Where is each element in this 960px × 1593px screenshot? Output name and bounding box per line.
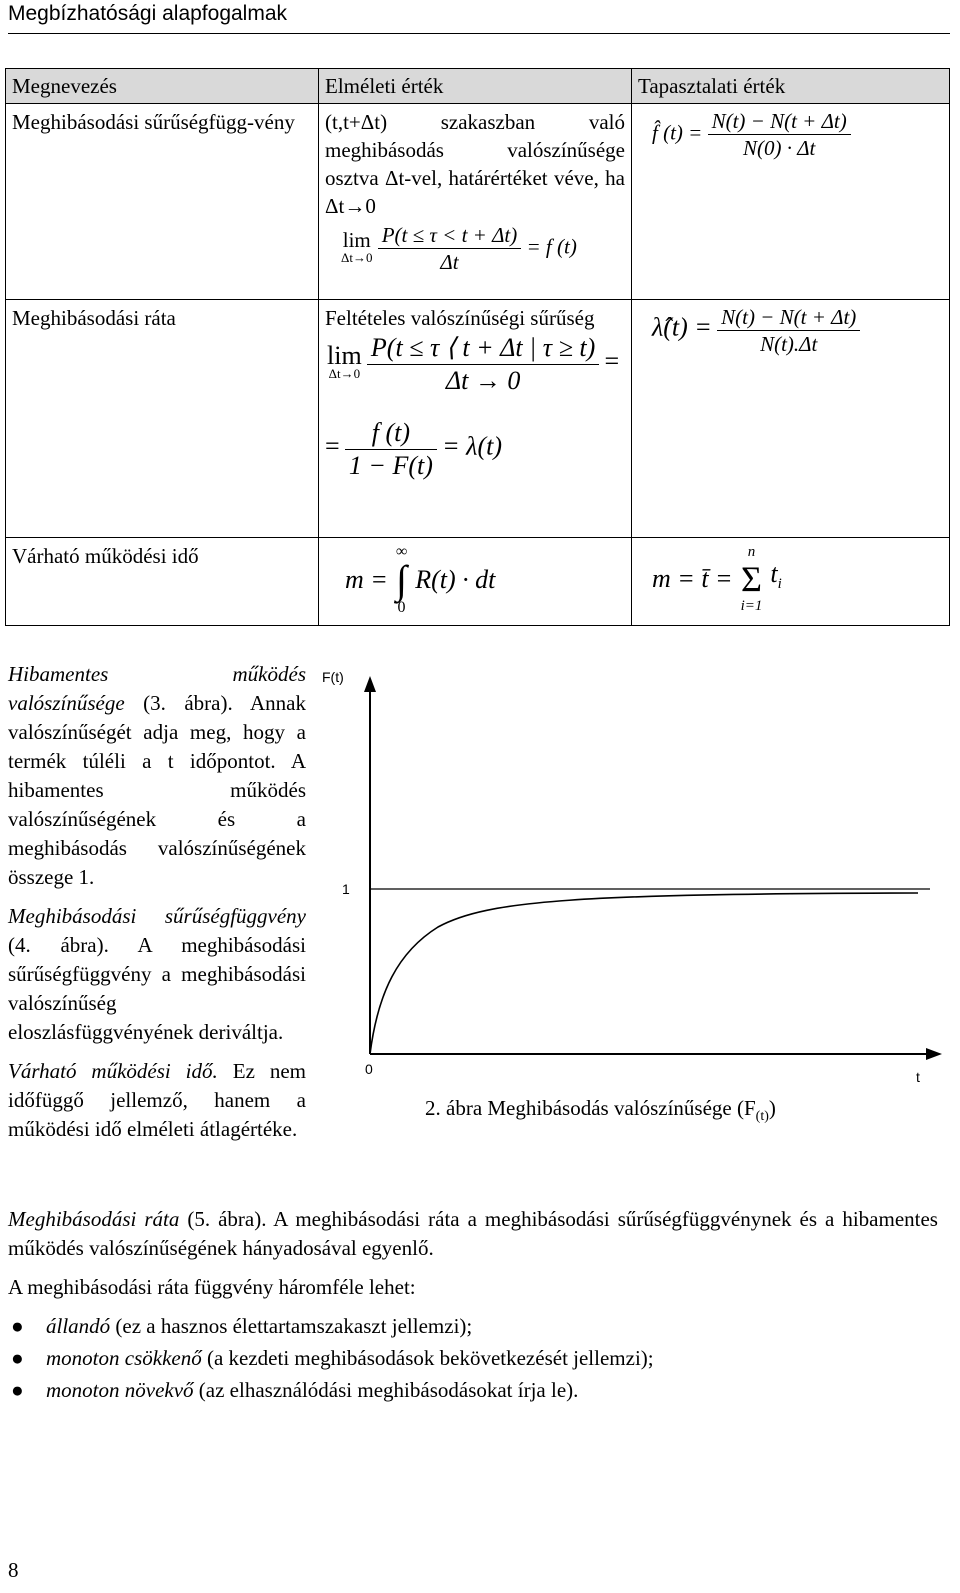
row2-theory xyxy=(319,300,632,538)
row1-theory xyxy=(319,104,632,300)
figure-caption: 2. ábra Meghibásodás valószínűsége $(F_{(t)})$ xyxy=(425,1096,776,1125)
bullet-icon: ● xyxy=(11,1314,24,1338)
distribution-curve xyxy=(370,893,918,1054)
paragraph: A meghibásodási ráta függvény háromféle lehet: xyxy=(8,1275,416,1299)
row2-practice xyxy=(632,300,950,538)
header-rule xyxy=(8,33,950,34)
page-number: 8 xyxy=(8,1558,19,1582)
sum-sign: n Σ i=1 xyxy=(740,544,763,614)
definitions-table xyxy=(5,68,950,626)
y-axis-label: F(t) xyxy=(322,669,344,685)
row1-theory-formula: lim Δt→0 $\frac{P(t \le \tau < t + \Delta t)}{\Delta t}$ = f (t) xyxy=(341,223,577,274)
paragraph: Várható működési idő. Ez nem időfüggő jellemző, hanem a működési idő elméleti átlagértéke. xyxy=(8,1059,306,1141)
bottom-text xyxy=(8,1205,938,1408)
col-header-name: Megnevezés xyxy=(6,69,319,104)
row2-name: Meghibásodási ráta xyxy=(6,300,319,538)
row1-practice xyxy=(632,104,950,300)
row3-practice xyxy=(632,538,950,626)
list-item: ● monoton csökkenő (a kezdeti meghibásodások bekövetkezését jellemzi); xyxy=(8,1344,938,1373)
x-axis-label: t xyxy=(916,1069,920,1085)
bullet-icon: ● xyxy=(11,1378,24,1402)
table-row xyxy=(6,300,950,538)
row1-theory-text: (t,t+Δt) szakaszban való meghibásodás valószínűsége osztva Δt-vel, határértéket véve, ha Δt→0 xyxy=(325,110,625,218)
row3-theory-formula: m = ∞ ∫ 0 R(t) · dt xyxy=(345,543,496,616)
page-header-title: Megbízhatósági alapfogalmak xyxy=(8,2,288,25)
list-item: ● monoton növekvő (az elhasználódási meghibásodásokat írja le). xyxy=(8,1376,938,1405)
lim-operator: lim Δt→0 xyxy=(341,227,373,265)
left-text-column xyxy=(8,660,306,1154)
row2-theory-formula: lim Δt→0 $\frac{P(t \le \tau ⟨ t + \Delta t | \tau \ge t)}{\Delta t \to 0}$ = xyxy=(327,333,620,395)
row2-practice-formula: λ̂(t) = $\frac{N(t) - N(t + \Delta t)}{N(t).\Delta t}$ xyxy=(652,304,943,357)
row1-theory-fraction: $\frac{P(t \le \tau < t + \Delta t)}{\Delta t}$ xyxy=(378,222,522,275)
origin-label: 0 xyxy=(365,1061,373,1077)
table-row xyxy=(6,104,950,300)
y-tick-label: 1 xyxy=(342,881,350,897)
bullet-icon: ● xyxy=(11,1346,24,1370)
col-header-practice: Tapasztalati érték xyxy=(632,69,950,104)
row3-name: Várható működési idő xyxy=(6,538,319,626)
paragraph: Meghibásodási ráta (5. ábra). A meghibásodási ráta a meghibásodási sűrűségfüggvénynek és a hibamentes működés valószínűségének hányadosával egyenlő. xyxy=(8,1207,938,1260)
row2-theory-formula-2: = $\frac{f (t)}{1 - F(t)}$ = λ(t) xyxy=(325,418,502,480)
table-row xyxy=(6,538,950,626)
row2-theory-text: Feltételes valószínűségi sűrűség xyxy=(325,306,595,330)
row3-practice-formula: m = t̄ = n Σ i=1 $t_i$ xyxy=(652,544,782,614)
integral-sign: ∞ ∫ 0 xyxy=(395,543,408,616)
table-header-row xyxy=(6,69,950,104)
row1-practice-formula: f̂ (t) = $\frac{N(t) - N(t + \Delta t)}{N(0) \cdot \Delta t}$ xyxy=(652,108,943,161)
failure-probability-figure xyxy=(318,662,946,1092)
x-axis-arrow xyxy=(926,1048,942,1060)
list-item: ● állandó (ez a hasznos élettartamszakaszt jellemzi); xyxy=(8,1312,938,1341)
col-header-theory: Elméleti érték xyxy=(319,69,632,104)
row3-theory xyxy=(319,538,632,626)
y-axis-arrow xyxy=(364,676,376,692)
paragraph: Meghibásodási sűrűségfüggvény (4. ábra). A meghibásodási sűrűségfüggvény a meghibásodási valószínűség eloszlásfüggvényének deriváltja. xyxy=(8,904,306,1044)
row1-name: Meghibásodási sűrűségfügg-vény xyxy=(6,104,319,300)
bullet-list xyxy=(8,1312,938,1405)
paragraph: Hibamentes működés valószínűsége (3. ábra). Annak valószínűségét adja meg, hogy a termék túléli a t időpontot. A hibamentes működés valószínűségének és a meghibásodás valószínűségének összege 1. xyxy=(8,662,306,889)
lim-operator: lim Δt→0 xyxy=(327,340,362,381)
figure-svg xyxy=(318,662,946,1092)
